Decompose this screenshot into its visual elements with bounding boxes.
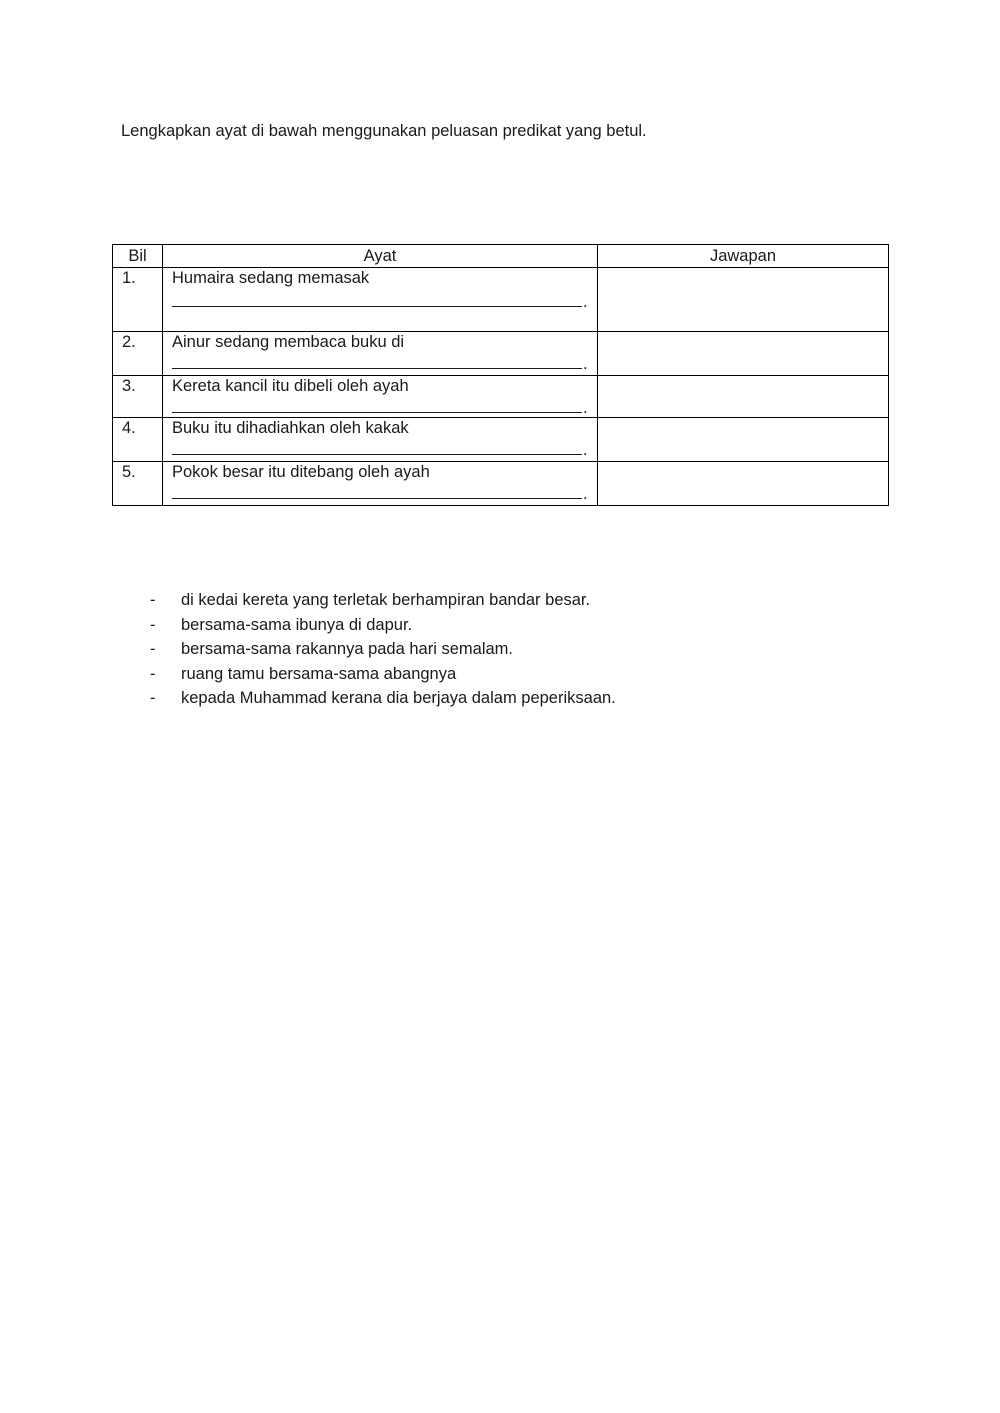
- sentence-text: Ainur sedang membaca buku di: [172, 333, 405, 351]
- option-text: di kedai kereta yang terletak berhampiran bandar besar.: [181, 591, 591, 609]
- sentence-text: Kereta kancil itu dibeli oleh ayah: [172, 377, 409, 395]
- answer-cell[interactable]: [598, 268, 889, 332]
- sentence-cell: [163, 268, 598, 332]
- sentence-cell: [163, 376, 598, 418]
- instruction-text: Lengkapkan ayat di bawah menggunakan peluasan predikat yang betul.: [121, 122, 647, 140]
- list-item[interactable]: [150, 613, 616, 638]
- worksheet-table: [112, 244, 889, 506]
- answer-blank[interactable]: [172, 438, 597, 458]
- header-jawapan: Jawapan: [598, 245, 889, 268]
- blank-end-mark: .: [583, 399, 588, 417]
- header-bil: Bil: [113, 245, 163, 268]
- sentence-text: Humaira sedang memasak: [172, 269, 370, 287]
- header-ayat: Ayat: [163, 245, 598, 268]
- table-row: [113, 268, 889, 332]
- answer-cell[interactable]: [598, 462, 889, 506]
- table-row: [113, 418, 889, 462]
- sentence-cell: [163, 462, 598, 506]
- blank-end-mark: .: [583, 293, 588, 311]
- list-item[interactable]: [150, 588, 616, 613]
- answer-cell[interactable]: [598, 418, 889, 462]
- table-row: [113, 462, 889, 506]
- answer-blank[interactable]: [172, 482, 597, 502]
- bullet-dash: -: [150, 640, 156, 658]
- bullet-dash: -: [150, 615, 156, 634]
- bullet-dash: -: [150, 591, 156, 609]
- option-text: bersama-sama rakannya pada hari semalam.: [181, 640, 513, 658]
- option-text: ruang tamu bersama-sama abangnya: [181, 664, 457, 683]
- blank-end-mark: .: [583, 441, 588, 459]
- option-text: kepada Muhammad kerana dia berjaya dalam peperiksaan.: [181, 689, 616, 707]
- row-number: 1.: [113, 268, 163, 332]
- option-text: bersama-sama ibunya di dapur.: [181, 615, 413, 634]
- bullet-dash: -: [150, 689, 156, 707]
- answer-cell[interactable]: [598, 376, 889, 418]
- bullet-dash: -: [150, 664, 156, 683]
- sentence-cell: [163, 332, 598, 376]
- sentence-text: Buku itu dihadiahkan oleh kakak: [172, 419, 409, 437]
- table-header-row: [113, 245, 889, 268]
- row-number: 4.: [113, 418, 163, 462]
- list-item[interactable]: [150, 637, 616, 662]
- sentence-text: Pokok besar itu ditebang oleh ayah: [172, 463, 430, 481]
- answer-blank[interactable]: [172, 352, 597, 372]
- blank-end-mark: .: [583, 355, 588, 373]
- row-number: 2.: [113, 332, 163, 376]
- sentence-cell: [163, 418, 598, 462]
- answer-blank[interactable]: [172, 290, 597, 310]
- answer-cell[interactable]: [598, 332, 889, 376]
- table-row: [113, 332, 889, 376]
- row-number: 3.: [113, 376, 163, 418]
- row-number: 5.: [113, 462, 163, 506]
- list-item[interactable]: [150, 686, 616, 711]
- table-row: [113, 376, 889, 418]
- answer-options-list: [150, 588, 616, 711]
- blank-end-mark: .: [583, 485, 588, 503]
- answer-blank[interactable]: [172, 396, 597, 416]
- list-item[interactable]: [150, 662, 616, 687]
